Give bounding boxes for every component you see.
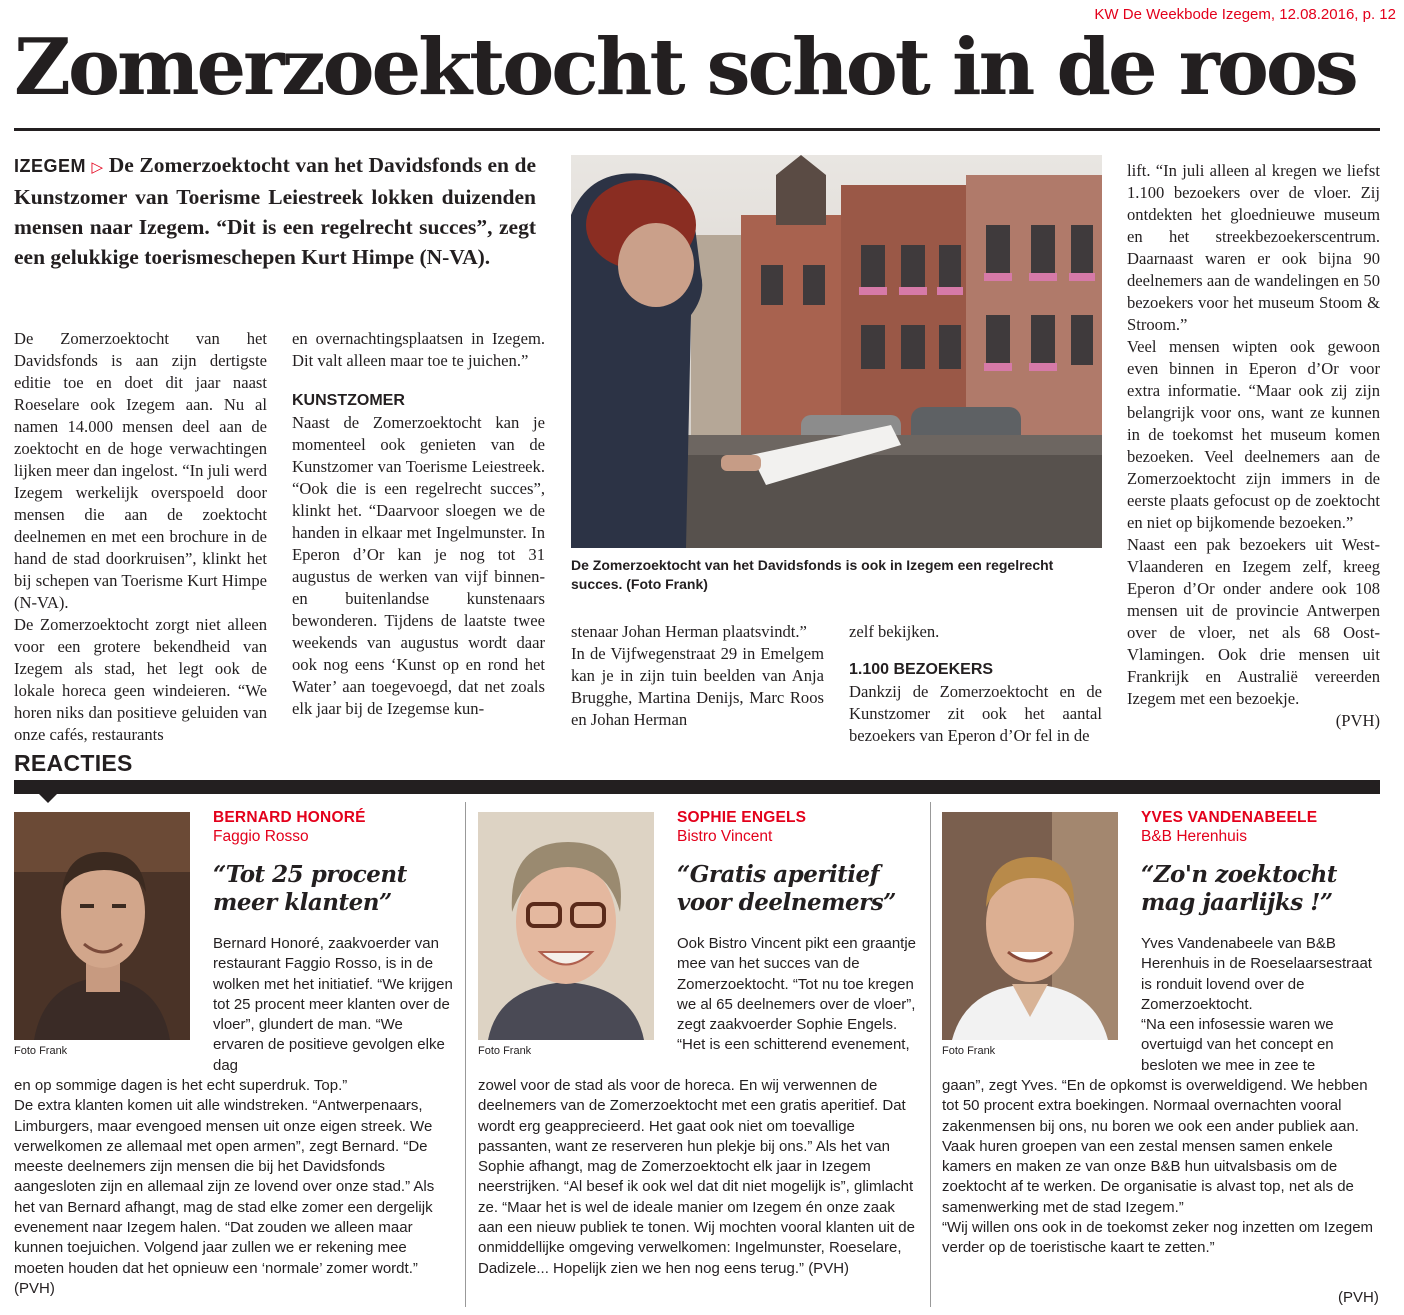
photo-caption: De Zomerzoektocht van het Davidsfonds is ook in Izegem een regelrecht succes. (Foto Frank) [571,557,1054,592]
source-line: KW De Weekbode Izegem, 12.08.2016, p. 12 [1094,6,1396,23]
portrait-photo [942,812,1118,1040]
reaction-quote [1141,861,1386,917]
reaction-paragraph: gaan”, zegt Yves. “En de opkomst is overweldigend. We hebben tot 50 procent extra boekingen. Normaal overnachten vooral zakenmensen bij ons, nu boren we ook een ander publiek aan. Vaak huren groepen van een zestal mensen samen enkele kamers en maken ze van onze B&B hun uitvalsbasis om de zoektocht af te werken. De organisatie is alvast top, net als de samenwerking met de stad Izegem.” [942,1077,1368,1216]
reacties-bar [14,780,1380,794]
reaction-place: Faggio Rosso [213,828,309,845]
quote-line: “Gratis aperitief [677,861,880,888]
reaction-quote [213,861,458,917]
portrait-sophie-image [478,812,654,1040]
lead-text: De Zomerzoektocht van het Davidsfonds en de Kunstzomer van Toerisme Leiestreek lokken duizenden mensen naar Izegem. “Dit is een regelrecht succes”, zegt een gelukkige toerismeschepen Kurt Himpe (N-VA). [14,153,537,269]
article-column-2 [292,328,545,720]
reaction-paragraph: De extra klanten komen uit alle windstreken. “Antwerpenaars, Limburgers, maar evengoed mensen uit onze eigen streek. We verwelkomen ze allemaal met open armen”, zegt Bernard. “De meeste deelnemers zijn mensen die bij het Davidsfonds aangesloten zijn en allemaal zijn ze lovend over onze stad.” Als het van Bernard afhangt, mag de stad elke zomer een dergelijk evenement naar Izegem halen. “Dat zouden we alleen maar kunnen toejuichen. Volgend jaar zullen we er rekening mee moeten houden dat het opnieuw een ‘normale’ zomer wordt.” (PVH) [14,1097,435,1297]
article-column-1 [14,328,267,746]
reaction-name: YVES VANDENABEELE [1141,809,1318,826]
lead-kicker: IZEGEM [14,156,87,176]
reaction-text: Bernard Honoré, zaakvoerder van restaurant Faggio Rosso, is in de wolken met het initiatief. “We krijgen tot 25 procent meer klanten over de vloer”, glundert de man. “We ervaren de positieve gevolgen elke dag [213,935,453,1074]
street-photo [571,155,1102,548]
reaction-text [942,1076,1382,1259]
reacties-notch [38,793,58,803]
photo-credit: Foto Frank [478,1045,532,1057]
article-paragraph: In de Vijfwegenstraat 29 in Emelgem kan je in zijn tuin beelden van Anja Brugghe, Martina Denijs, Marc Roos en Johan Herman [571,644,824,729]
headline: Zomerzoektocht schot in de roos [14,22,1356,113]
article-column-4 [849,621,1102,747]
quote-line: “Zo'n zoektocht [1141,861,1337,888]
article-paragraph: Dankzij de Zomerzoektocht en de Kunstzomer zit ook het aantal bezoekers van Eperon d’Or fel in de [849,682,1102,745]
street-scene-image [571,155,1102,548]
reacties-title: REACTIES [14,750,133,776]
subhead-kunstzomer: KUNSTZOMER [292,392,405,409]
reaction-place: Bistro Vincent [677,828,773,845]
reaction-text [478,1076,918,1279]
signature: (PVH) [1335,711,1380,730]
reaction-paragraph: “Na een infosessie waren we overtuigd van het concept en besloten we mee in zee te [1141,1016,1334,1074]
article-column-5 [1127,160,1380,732]
reaction-text: Ook Bistro Vincent pikt een graantje mee van het succes van de Zomerzoektocht. “Tot nu toe kregen we al 65 deelnemers over de vloer”, zegt zaakvoerder Sophie Engels. “Het is een schitterend evenement, [677,935,917,1054]
reaction-text [14,1076,454,1299]
photo-credit: Foto Frank [942,1045,996,1057]
article-column-3 [571,621,824,731]
portrait-bernard-image [14,812,190,1040]
signature: (PVH) [1338,1289,1379,1306]
reaction-paragraph: zowel voor de stad als voor de horeca. En wij verwennen de deelnemers van de Zomerzoektocht met een gratis aperitief. Dat wordt erg geapprecieerd. Het gaat ook niet om toevallige passanten, want ze reserveren hun plekje bij ons.” Als het van Sophie afhangt, mag de Zomerzoektocht elk jaar in Izegem neerstrijken. “Al besef ik ook wel dat dit niet mogelijk is”, glimlacht ze. “Maar het is wel de ideale manier om Izegem én onze zaak aan een nieuw publiek te tonen. Wij mochten vooral klanten uit de onmiddellijke omgeving verwelkomen: Ingelmunster, Roeselare, Dadizele... Hopelijk zien we hen nog eens terug.” (PVH) [478,1077,915,1277]
reaction-place: B&B Herenhuis [1141,828,1247,845]
article-paragraph: Veel mensen wipten ook gewoon even binnen in Eperon d’Or voor extra informatie. “Maar ook zij zijn belangrijk voor ons, want ze kunnen in de toekomst het museum komen bezoeken. Veel deelnemers aan de Zomerzoektocht zijn immers in de eerste plaats gefocust op de zoektocht en niet op bijkomende bezoeken.” [1127,337,1380,532]
reaction-paragraph: “Wij willen ons ook in de toekomst zeker nog inzetten om Izegem verder op de toeristische kaart te zetten.” [942,1219,1374,1257]
column-divider [930,802,931,1307]
reaction-paragraph: en op sommige dagen is het echt superdruk. Top.” [14,1077,348,1094]
portrait-photo [478,812,654,1040]
article-paragraph: stenaar Johan Herman plaatsvindt.” [571,622,807,641]
photo-credit: Foto Frank [14,1045,68,1057]
article-paragraph: lift. “In juli alleen al kregen we liefst 1.100 bezoekers over de vloer. Zij ontdekten het gloednieuwe museum en het streekbezoekerscentrum. Daarnaast waren er ook bijna 90 deelnemers aan de wandelingen en 50 bezoekers voor het museum Stoom & Stroom.” [1127,161,1380,334]
article-paragraph: Naast een pak bezoekers uit West-Vlaanderen en Izegem zelf, kreeg Eperon d’Or onder andere ook 108 mensen uit de provincie Antwerpen over de vloer, net als 68 Oost-Vlamingen. Ook drie mensen uit Frankrijk en Australië vereerden Izegem met een bezoekje. [1127,535,1380,708]
article-paragraph: De Zomerzoektocht van het Davidsfonds is aan zijn dertigste editie toe en doet dit jaar naast Roeselare ook Izegem aan. Nu al namen 14.000 mensen deel aan de zoektocht en de hoge verwachtingen lijken meer dan ingelost. “In juli werd Izegem werkelijk overspoeld door mensen die aan de zoektocht deelnemen en met een brochure in de hand de stad doorkruisen”, klinkt het bij schepen van Toerisme Kurt Himpe (N-VA). [14,329,267,612]
subhead-bezoekers: 1.100 BEZOEKERS [849,661,994,678]
portrait-photo [14,812,190,1040]
headline-rule [14,128,1380,131]
quote-line: “Tot 25 procent [213,861,407,888]
article-paragraph: zelf bekijken. [849,622,940,641]
article-paragraph: Naast de Zomerzoektocht kan je momenteel ook genieten van de Kunstzomer van Toerisme Leiestreek. “Ook die is een regelrecht succes”, klinkt het. “Daarvoor sloegen we de handen in elkaar met Ingelmunster. In Eperon d’Or kan je nog tot 31 augustus de werken van vijf binnen- en buitenlandse kunstenaars bewonderen. Tijdens de laatste twee weekends van augustus wordt daar ook nog eens ‘Kunst op en rond het Water’ aan toegevoegd, dat net zoals elk jaar bij de Izegemse kun- [292,413,545,718]
portrait-yves-image [942,812,1118,1040]
quote-line: voor deelnemers” [677,889,896,916]
reaction-name: SOPHIE ENGELS [677,809,807,826]
quote-line: meer klanten” [213,889,392,916]
article-paragraph: De Zomerzoektocht zorgt niet alleen voor een grotere bekendheid van Izegem als stad, het legt ook de lokale horeca geen windeieren. “We horen niks dan positieve geluiden van onze cafés, restaurants [14,615,267,744]
column-divider [465,802,466,1307]
article-paragraph: en overnachtingsplaatsen in Izegem. Dit valt alleen maar toe te juichen.” [292,329,545,370]
reaction-name: BERNARD HONORÉ [213,809,366,826]
chevron-right-icon: ▷ [91,158,104,176]
reaction-text [1141,934,1381,1076]
reaction-quote [677,861,922,917]
reaction-paragraph: Yves Vandenabeele van B&B Herenhuis in de Roeselaarsestraat is ronduit lovend over de Zomerzoektocht. [1141,935,1372,1013]
lead-paragraph [14,150,536,272]
quote-line: mag jaarlijks !” [1141,889,1333,916]
